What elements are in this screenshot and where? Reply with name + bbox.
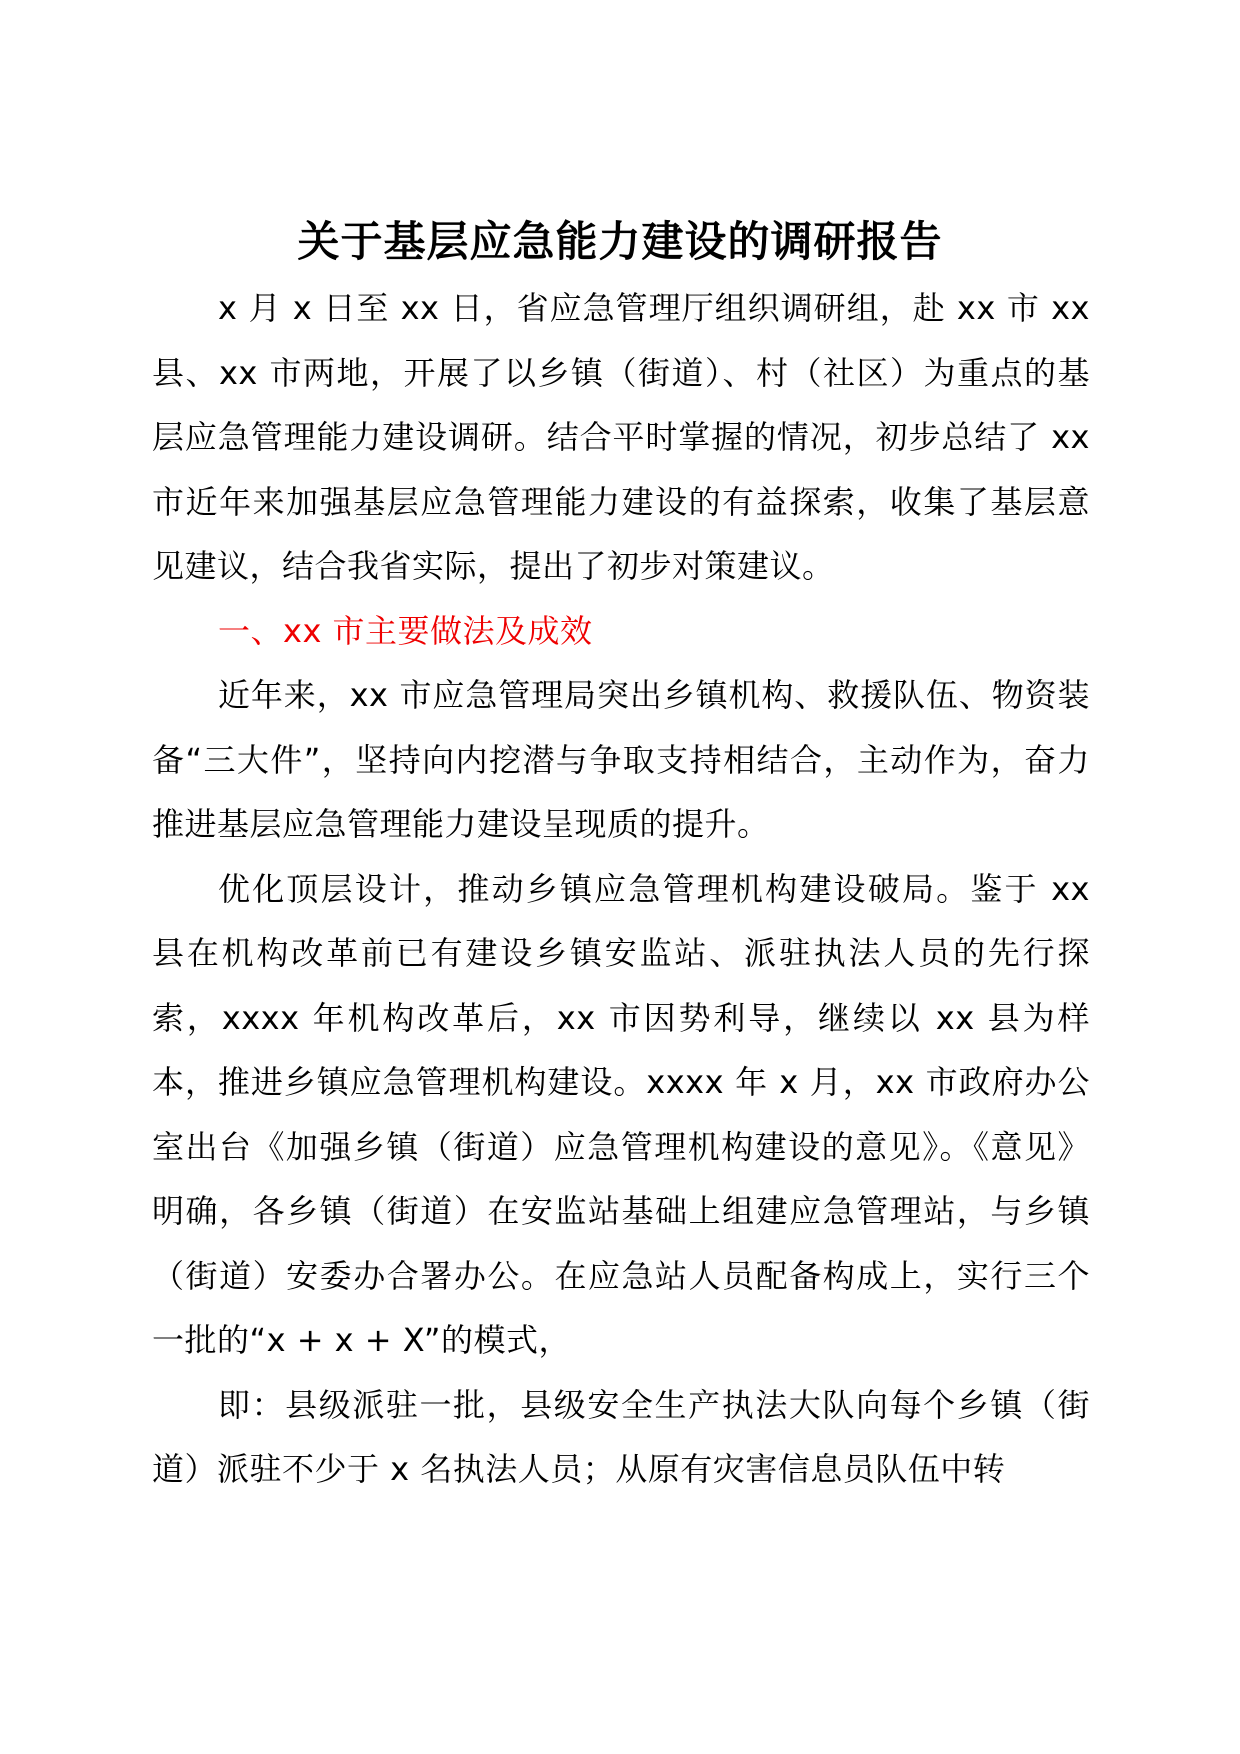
section-1-paragraph-3: 即：县级派驻一批，县级安全生产执法大队向每个乡镇（街道）派驻不少于 x 名执法人员；从原有灾害信息员队伍中转 — [152, 1385, 1090, 1488]
section-1-paragraph-1: 近年来，xx 市应急管理局突出乡镇机构、救援队伍、物资装备“三大件”，坚持向内挖潜与争取支持相结合，主动作为，奋力推进基层应急管理能力建设呈现质的提升。 — [152, 676, 1090, 843]
section-1-paragraph-2: 优化顶层设计，推动乡镇应急管理机构建设破局。鉴于 xx 县在机构改革前已有建设乡镇安监站、派驻执法人员的先行探索，xxxx 年机构改革后，xx 市因势利导，继续以 xx 县为样本，推进乡镇应急管理机构建设。xxxx 年 x 月，xx 市政府办公室出台《加强乡镇（街道）应急管理机构建设的意见》。《意见》明确，各乡镇（街道）在安监站基础上组建应急管理站，与乡镇（街道）安委办合署办公。在应急站人员配备构成上，实行三个一批的“x + x + X”的模式， — [152, 869, 1090, 1359]
document-title: 关于基层应急能力建设的调研报告 — [297, 217, 943, 266]
document-body — [152, 276, 1090, 1502]
intro-paragraph: x 月 x 日至 xx 日，省应急管理厅组织调研组，赴 xx 市 xx 县、xx 市两地，开展了以乡镇（街道）、村（社区）为重点的基层应急管理能力建设调研。结合平时掌握的情况，初步总结了 xx 市近年来加强基层应急管理能力建设的有益探索，收集了基层意见建议，结合我省实际，提出了初步对策建议。 — [152, 289, 1090, 585]
section-heading-1: 一、xx 市主要做法及成效 — [218, 611, 593, 650]
